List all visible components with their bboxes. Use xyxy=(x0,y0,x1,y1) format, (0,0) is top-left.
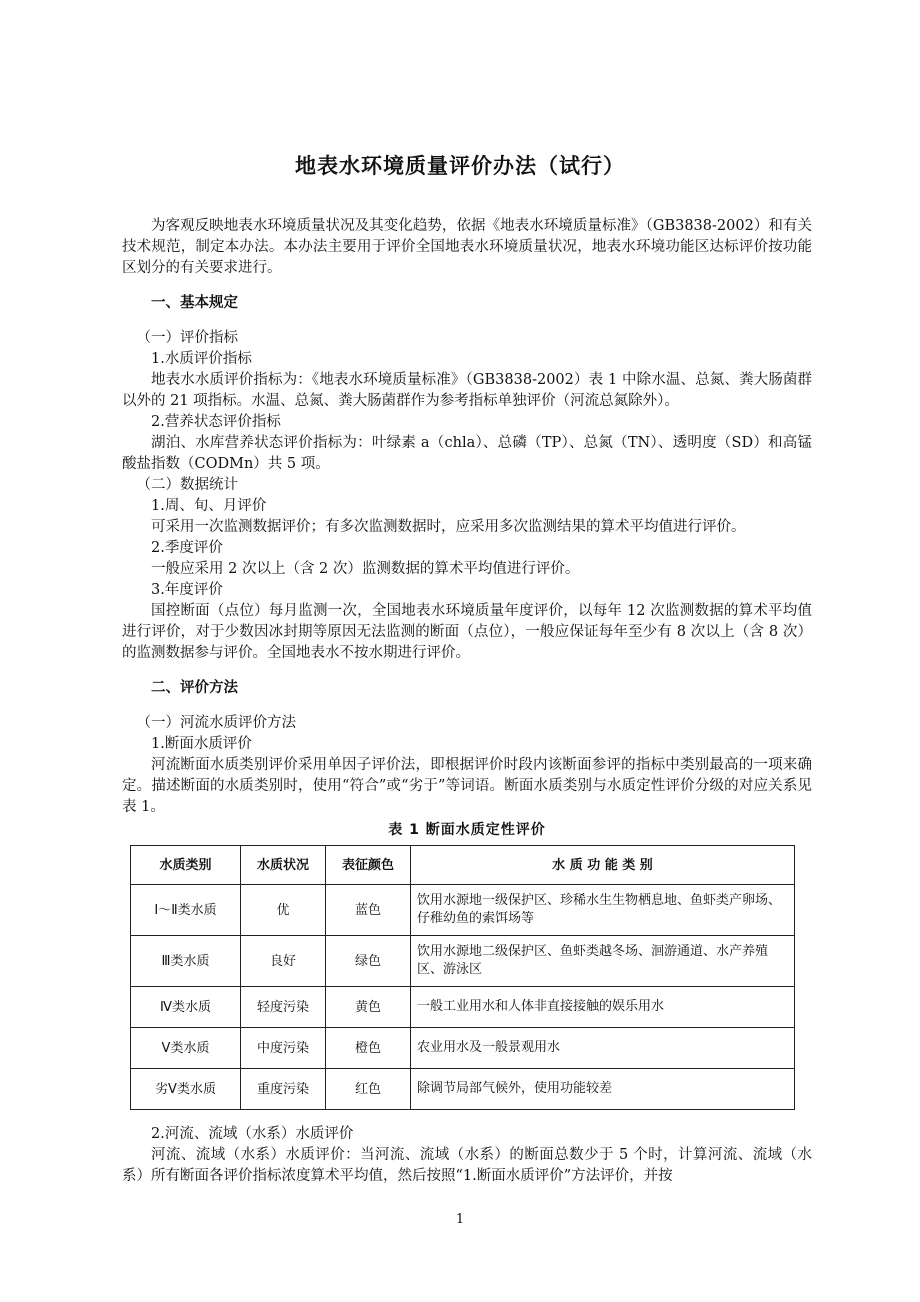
table-cell: 饮用水源地一级保护区、珍稀水生生物栖息地、鱼虾类产卵场、仔稚幼鱼的索饵场等 xyxy=(411,885,795,936)
paragraph-weekly-monthly: 可采用一次监测数据评价；有多次监测数据时，应采用多次监测结果的算术平均值进行评价。 xyxy=(151,519,746,535)
paragraph-river-basin-evaluation: 河流、流域（水系）水质评价：当河流、流域（水系）的断面总数少于 5 个时，计算河流、流域（水系）所有断面各评价指标浓度算术平均值，然后按照“1.断面水质评价”方法评价，并按 xyxy=(122,1147,812,1184)
table-cell: Ⅳ类水质 xyxy=(131,987,241,1028)
table-cell: 中度污染 xyxy=(241,1028,326,1069)
table-header-cell: 水质状况 xyxy=(241,846,326,885)
section-heading-basic-rules: 一、基本规定 xyxy=(151,295,238,311)
table-header-cell: 水质类别 xyxy=(131,846,241,885)
table-row xyxy=(131,936,795,987)
spacer xyxy=(122,1110,812,1124)
subheading-data-statistics: （二）数据统计 xyxy=(136,477,238,493)
table-cell: 红色 xyxy=(326,1069,411,1110)
water-quality-table xyxy=(130,845,795,1110)
subheading-indicators: （一）评价指标 xyxy=(136,330,238,346)
item-heading-quarterly: 2.季度评价 xyxy=(151,540,223,556)
section-heading-methods: 二、评价方法 xyxy=(151,680,238,696)
item-heading-water-quality-indicators: 1.水质评价指标 xyxy=(151,351,252,367)
table-cell: 橙色 xyxy=(326,1028,411,1069)
table-row xyxy=(131,885,795,936)
intro-paragraph: 为客观反映地表水环境质量状况及其变化趋势，依据《地表水环境质量标准》（GB3838-2002）和有关技术规范，制定本办法。本办法主要用于评价全国地表水环境质量状况，地表水环境功能区达标评价按功能区划分的有关要求进行。 xyxy=(122,218,812,276)
table-cell: 重度污染 xyxy=(241,1069,326,1110)
document-title: 地表水环境质量评价办法（试行） xyxy=(295,154,625,178)
paragraph-section-evaluation: 河流断面水质类别评价采用单因子评价法，即根据评价时段内该断面参评的指标中类别最高的一项来确定。描述断面的水质类别时，使用“符合”或“劣于”等词语。断面水质类别与水质定性评价分级的对应关系见表 1。 xyxy=(122,757,812,815)
table-cell: 一般工业用水和人体非直接接触的娱乐用水 xyxy=(411,987,795,1028)
table-cell: 轻度污染 xyxy=(241,987,326,1028)
table-cell: Ⅲ类水质 xyxy=(131,936,241,987)
table-row xyxy=(131,987,795,1028)
table-cell: Ⅰ～Ⅱ类水质 xyxy=(131,885,241,936)
table-header-cell: 表征颜色 xyxy=(326,846,411,885)
item-heading-section-evaluation: 1.断面水质评价 xyxy=(151,736,252,752)
table-cell: 绿色 xyxy=(326,936,411,987)
table-cell: Ⅴ类水质 xyxy=(131,1028,241,1069)
paragraph-quarterly: 一般应采用 2 次以上（含 2 次）监测数据的算术平均值进行评价。 xyxy=(151,561,580,577)
table-cell: 饮用水源地二级保护区、鱼虾类越冬场、洄游通道、水产养殖区、游泳区 xyxy=(411,936,795,987)
item-heading-river-basin-evaluation: 2.河流、流域（水系）水质评价 xyxy=(151,1126,354,1142)
table-cell: 黄色 xyxy=(326,987,411,1028)
table-cell: 除调节局部气候外，使用功能较差 xyxy=(411,1069,795,1110)
table-cell: 优 xyxy=(241,885,326,936)
paragraph-water-quality-indicators: 地表水水质评价指标为：《地表水环境质量标准》（GB3838-2002）表 1 中除水温、总氮、粪大肠菌群以外的 21 项指标。水温、总氮、粪大肠菌群作为参考指标单独评价（河流总氮除外）。 xyxy=(122,372,812,409)
table-caption: 表 1 断面水质定性评价 xyxy=(388,822,546,838)
page-number: 1 xyxy=(455,1212,465,1227)
item-heading-weekly-monthly: 1.周、旬、月评价 xyxy=(151,498,267,514)
table-cell: 良好 xyxy=(241,936,326,987)
table-cell: 劣Ⅴ类水质 xyxy=(131,1069,241,1110)
table-cell: 农业用水及一般景观用水 xyxy=(411,1028,795,1069)
item-heading-annual: 3.年度评价 xyxy=(151,582,223,598)
table-header-cell: 水 质 功 能 类 别 xyxy=(411,846,795,885)
table-row xyxy=(131,1028,795,1069)
subheading-river-methods: （一）河流水质评价方法 xyxy=(136,715,296,731)
table-cell: 蓝色 xyxy=(326,885,411,936)
table-header-row xyxy=(131,846,795,885)
paragraph-annual: 国控断面（点位）每月监测一次，全国地表水环境质量年度评价，以每年 12 次监测数据的算术平均值进行评价，对于少数因冰封期等原因无法监测的断面（点位），一般应保证每年至少有 8 次以上（含 8 次）的监测数据参与评价。全国地表水不按水期进行评价。 xyxy=(122,603,812,661)
document-body xyxy=(122,216,812,1187)
table-row xyxy=(131,1069,795,1110)
item-heading-trophic-indicators: 2.营养状态评价指标 xyxy=(151,414,281,430)
paragraph-trophic-indicators: 湖泊、水库营养状态评价指标为：叶绿素 a（chla）、总磷（TP）、总氮（TN）、透明度（SD）和高锰酸盐指数（CODMn）共 5 项。 xyxy=(122,435,812,472)
